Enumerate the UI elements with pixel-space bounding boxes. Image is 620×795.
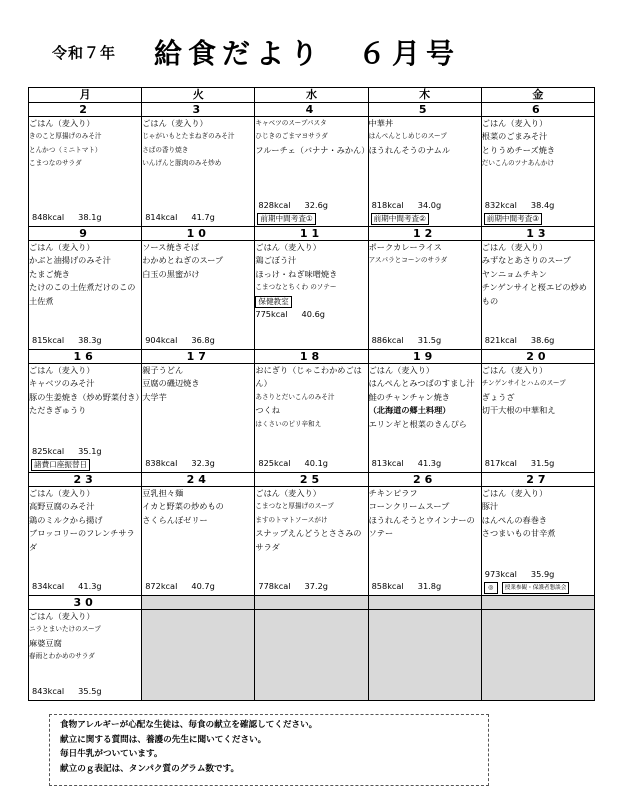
nutrition-info (32, 334, 102, 347)
kcal-value: 821kcal (484, 334, 517, 345)
day-number-row (29, 473, 595, 487)
menu-item: コーンクリームスープ (368, 501, 450, 512)
protein-value: 31.8g (417, 580, 442, 591)
menu-item: ますのトマトソースがけ (255, 515, 328, 524)
nutrition-info (485, 568, 555, 581)
menu-cell (29, 487, 142, 596)
menu-item: 麻婆豆腐 (29, 637, 62, 648)
menu-item: いんげんと豚肉のみそ炒め (142, 159, 222, 168)
day-number: 27 (481, 473, 594, 487)
notice-line: 食物アレルギーが心配な生徒は、毎食の献立を確認してください。 (60, 720, 318, 730)
day-number: 10 (142, 227, 255, 241)
menu-item: つくね (255, 405, 280, 416)
protein-value: 32.3g (191, 457, 215, 468)
menu-item: ヤンニョムチキン (481, 268, 547, 279)
menu-item: ごはん（麦入り） (142, 118, 208, 128)
menu-item: じゃがいもとたまねぎのみそ汁 (142, 132, 235, 141)
day-number: 18 (255, 350, 368, 364)
menu-item: おにぎり（じゃこわかめごはん） (255, 365, 362, 389)
menu-item: さつまいもの甘辛煮 (481, 528, 556, 539)
day-number-row (29, 350, 595, 364)
menu-cell (368, 364, 481, 473)
menu-cell (142, 487, 255, 596)
kcal-value: 817kcal (484, 457, 517, 468)
menu-cell (142, 117, 255, 227)
menu-cell (481, 241, 594, 350)
nutrition-info (258, 580, 328, 593)
menu-item: ソース焼きそば (142, 242, 200, 252)
nutrition-info (372, 199, 442, 212)
nutrition-info (145, 211, 215, 224)
menu-cell (481, 487, 594, 596)
kcal-value: 815kcal (32, 334, 65, 345)
menu-item: はんぺんとしめじのスープ (368, 132, 447, 141)
nutrition-info (255, 308, 367, 321)
day-number-row (29, 103, 595, 117)
protein-value: 34.0g (417, 199, 442, 210)
weekday-wed: 水 (255, 88, 368, 103)
empty-day (368, 596, 481, 610)
day-number: 16 (29, 350, 142, 364)
kcal-value: 858kcal (371, 580, 404, 591)
menu-item: わかめとねぎのスープ (142, 255, 224, 266)
event-note: 保健教室 (255, 296, 291, 308)
menu-item: （北海道の郷土料理） (368, 405, 451, 416)
menu-cell (142, 364, 255, 473)
empty-cell (481, 610, 594, 701)
empty-cell (142, 610, 255, 701)
parent-icon: ◎ (484, 582, 498, 594)
menu-item: ぎょうざ (481, 391, 515, 402)
menu-cell (255, 117, 368, 227)
menu-item: ごはん（麦入り） (368, 365, 435, 375)
event-note: 前期中間考査① (257, 213, 315, 225)
menu-item: だいこんのツナあんかけ (481, 159, 555, 168)
menu-cell (368, 487, 481, 596)
menu-item: 豆乳担々麺 (142, 488, 184, 498)
menu-item: きのこと厚揚げのみそ汁 (29, 132, 102, 141)
protein-value: 41.3g (417, 457, 442, 468)
menu-item: ごはん（麦入り） (29, 365, 95, 375)
menu-item: チンゲンサイとハムのスープ (481, 379, 566, 388)
protein-value: 37.2g (304, 580, 328, 591)
kcal-value: 825kcal (32, 445, 65, 456)
protein-value: 36.8g (191, 334, 215, 345)
event-note: 前期中間考査② (371, 213, 429, 225)
day-number: 3 (142, 103, 255, 117)
menu-row (29, 241, 595, 350)
menu-row (29, 487, 595, 596)
menu-cell (29, 241, 142, 350)
menu-item: ニラとまいたけのスープ (29, 625, 101, 634)
nutrition-info (258, 457, 328, 470)
empty-day (255, 596, 368, 610)
nutrition-info (485, 457, 555, 470)
empty-cell (255, 610, 368, 701)
menu-item: こまつなと厚揚げのスープ (255, 502, 334, 511)
page-title: 給食だより ６月号 (154, 37, 461, 70)
menu-item: チキンピラフ (368, 488, 418, 498)
kcal-value: 843kcal (32, 685, 65, 696)
day-number: 24 (142, 473, 255, 487)
menu-item: ごはん（麦入り） (481, 118, 548, 128)
empty-cell (368, 610, 481, 701)
kcal-value: 828kcal (258, 199, 291, 210)
kcal-value: 886kcal (371, 334, 404, 345)
event-note: 授業参観・保護者懇談会 (502, 582, 570, 594)
menu-item: エリンギと根菜のきんぴら (368, 418, 467, 429)
menu-item: ほっけ・ねぎ味噌焼き (255, 268, 338, 279)
nutrition-info (372, 334, 442, 347)
nutrition-info (32, 211, 102, 224)
menu-item: ごはん（麦入り） (29, 118, 95, 128)
menu-item: ごはん（麦入り） (29, 242, 95, 252)
menu-item: 切干大根の中華和え (481, 405, 556, 416)
menu-item: とんかつ（ミニトマト） (29, 145, 102, 154)
nutrition-info (32, 580, 102, 593)
menu-item: たけのこの土佐煮だけのこの土佐煮 (29, 282, 136, 306)
weekday-mon: 月 (29, 88, 142, 103)
menu-item: ポークカレーライス (368, 242, 442, 252)
day-number: 12 (368, 227, 481, 241)
menu-item: 鶏のミルクから揚げ (29, 514, 103, 525)
nutrition-info (372, 580, 442, 593)
kcal-value: 818kcal (371, 199, 404, 210)
day-number: 23 (29, 473, 142, 487)
menu-item: チンゲンサイと桜エビの炒めもの (481, 282, 587, 306)
nutrition-info (258, 199, 328, 212)
event-note: 前期中間考査③ (484, 213, 542, 225)
menu-item: 白玉の黒蜜がけ (142, 268, 200, 279)
nutrition-info (372, 457, 442, 470)
menu-cell (29, 364, 142, 473)
event-note: 諸費口座振替日 (31, 459, 90, 471)
menu-item: 大学芋 (142, 391, 167, 402)
menu-item: ごはん（麦入り） (255, 242, 321, 252)
menu-item: 春雨とわかめのサラダ (29, 652, 95, 661)
notice-line: 献立のｇ表記は、タンパク質のグラム数です。 (60, 763, 240, 774)
protein-value: 40.6g (301, 309, 325, 320)
weekday-fri: 金 (481, 88, 594, 103)
protein-value: 40.7g (191, 580, 215, 591)
menu-item: たまご焼き (29, 268, 70, 279)
empty-day (142, 596, 255, 610)
menu-item: 親子うどん (142, 365, 184, 375)
menu-item: かぶと油揚げのみそ汁 (29, 255, 111, 266)
menu-cell (29, 610, 142, 701)
day-number: 26 (368, 473, 481, 487)
day-number: 4 (255, 103, 368, 117)
notice-line: 毎日牛乳がついています。 (60, 749, 163, 759)
kcal-value: 872kcal (145, 580, 178, 591)
nutrition-info (32, 445, 102, 458)
menu-item: 中華丼 (368, 118, 394, 128)
menu-item: スナップえんどうとささみのサラダ (255, 528, 362, 552)
protein-value: 38.6g (530, 334, 555, 345)
kcal-value: 814kcal (145, 211, 178, 222)
kcal-value: 973kcal (484, 568, 517, 579)
protein-value: 35.5g (78, 685, 102, 696)
day-number: 20 (481, 350, 594, 364)
menu-cell (481, 117, 594, 227)
notice-line: 献立に関する質問は、養護の先生に聞いてください。 (60, 734, 267, 745)
menu-item: ブロッコリーのフレンチサラダ (29, 528, 135, 552)
menu-item: はんぺんとみつばのすまし汁 (368, 378, 475, 389)
menu-item: 高野豆腐のみそ汁 (29, 501, 95, 512)
protein-value: 35.1g (78, 445, 102, 456)
menu-cell (368, 241, 481, 350)
menu-item: さばの香り焼き (142, 145, 189, 154)
kcal-value: 775kcal (255, 309, 288, 320)
nutrition-info (145, 334, 215, 347)
newsletter-title (0, 32, 620, 72)
kcal-value: 838kcal (145, 457, 178, 468)
menu-item: アスパラとコーンのサラダ (368, 256, 448, 265)
day-number: 13 (481, 227, 594, 241)
kcal-value: 778kcal (258, 580, 291, 591)
menu-item: フルーチェ（バナナ・みかん） (255, 144, 370, 155)
weekday-thu: 木 (368, 88, 481, 103)
menu-row (29, 610, 595, 701)
day-number: 5 (368, 103, 481, 117)
protein-value: 31.5g (417, 334, 442, 345)
day-number: 11 (255, 227, 368, 241)
kcal-value: 825kcal (258, 457, 291, 468)
menu-item: ごはん（麦入り） (255, 488, 321, 498)
menu-item: ごはん（麦入り） (29, 488, 95, 498)
menu-item: ひじきのごまマヨサラダ (255, 132, 328, 141)
kcal-value: 832kcal (484, 199, 517, 210)
menu-item: こまつなとちくわ のソテー (255, 283, 337, 292)
menu-item: 鮭のチャンチャン焼き (368, 391, 450, 402)
protein-value: 41.3g (78, 580, 102, 591)
menu-item: ごはん（麦入り） (481, 365, 548, 375)
nutrition-info (145, 457, 215, 470)
day-number: 25 (255, 473, 368, 487)
menu-item: キャベツのみそ汁 (29, 378, 95, 389)
day-number: 6 (481, 103, 594, 117)
menu-item: ただきぎゅうり (29, 405, 87, 416)
day-number: 30 (29, 596, 142, 610)
menu-cell (255, 241, 368, 350)
menu-item: 鶏ごぼう汁 (255, 255, 297, 266)
empty-day (481, 596, 594, 610)
protein-value: 41.7g (191, 211, 215, 222)
menu-item: みずなとあさりのスープ (481, 255, 571, 266)
nutrition-info (145, 580, 215, 593)
kcal-value: 834kcal (32, 580, 65, 591)
menu-item: ごはん（麦入り） (481, 488, 548, 498)
protein-value: 38.1g (78, 211, 102, 222)
notice-box (49, 714, 489, 786)
menu-item: はんぺんの春巻き (481, 514, 548, 525)
menu-item: ほうれんそうとウインナーのソテー (368, 514, 475, 539)
menu-row (29, 364, 595, 473)
menu-item: 豚の生姜焼き（炒め野菜付き） (29, 391, 144, 402)
menu-item: イカと野菜の炒めもの (142, 501, 224, 512)
menu-cell (481, 364, 594, 473)
kcal-value: 848kcal (32, 211, 65, 222)
menu-item: とりうめチーズ焼き (481, 144, 556, 155)
menu-calendar (28, 87, 595, 701)
menu-cell (29, 117, 142, 227)
day-number-row (29, 596, 595, 610)
protein-value: 31.5g (530, 457, 555, 468)
day-number: 19 (368, 350, 481, 364)
menu-item: 豚汁 (481, 501, 499, 512)
nutrition-info (32, 685, 102, 698)
day-number-row (29, 227, 595, 241)
menu-item: キャベツのスープパスタ (255, 119, 327, 127)
menu-cell (255, 487, 368, 596)
era-label: 令和７年 (52, 44, 117, 62)
protein-value: 38.4g (530, 199, 555, 210)
weekday-tue: 火 (142, 88, 255, 103)
day-number: 2 (29, 103, 142, 117)
menu-item: あさりとだいこんのみそ汁 (255, 392, 335, 401)
kcal-value: 813kcal (371, 457, 404, 468)
nutrition-info (485, 199, 555, 212)
protein-value: 38.3g (78, 334, 102, 345)
menu-row (29, 117, 595, 227)
menu-item: 豆腐の磯辺焼き (142, 378, 200, 389)
menu-cell (142, 241, 255, 350)
weekday-header-row (29, 88, 595, 103)
day-number: 17 (142, 350, 255, 364)
menu-item: ごはん（麦入り） (29, 611, 95, 621)
menu-item: 根菜のごまみそ汁 (481, 131, 548, 142)
menu-item: はくさいのピリ辛和え (255, 419, 322, 428)
day-number: 9 (29, 227, 142, 241)
menu-cell (368, 117, 481, 227)
protein-value: 35.9g (530, 568, 555, 579)
protein-value: 32.6g (304, 199, 328, 210)
kcal-value: 904kcal (145, 334, 178, 345)
menu-item: さくらんぼゼリー (142, 514, 208, 525)
menu-item: ほうれんそうのナムル (368, 144, 451, 155)
menu-item: ごはん（麦入り） (481, 242, 548, 252)
nutrition-info (485, 334, 555, 347)
menu-item: こまつなのサラダ (29, 159, 82, 168)
menu-cell (255, 364, 368, 473)
protein-value: 40.1g (304, 457, 328, 468)
